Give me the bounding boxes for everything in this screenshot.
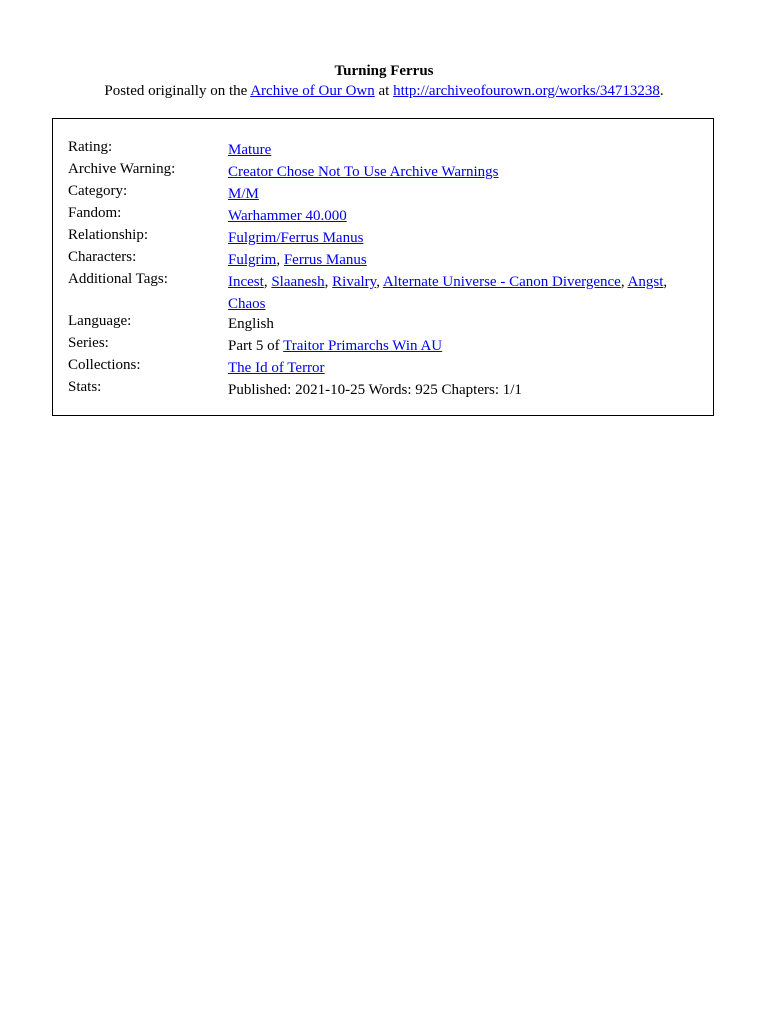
collections-label: Collections: bbox=[68, 357, 141, 373]
work-title: Turning Ferrus bbox=[334, 63, 434, 79]
archive-link[interactable]: Archive of Our Own bbox=[250, 83, 375, 99]
posted-prefix: Posted originally on the bbox=[104, 83, 251, 99]
series-link[interactable]: Traitor Primarchs Win AU bbox=[283, 338, 443, 354]
stats-value: Published: 2021-10-25 Words: 925 Chapters: 1/1 bbox=[228, 382, 522, 398]
period: . bbox=[659, 83, 664, 99]
series-prefix: Part 5 of bbox=[228, 338, 284, 354]
separator: , bbox=[263, 274, 272, 290]
tag-link[interactable]: Angst bbox=[627, 274, 664, 290]
rating-label: Rating: bbox=[68, 139, 113, 155]
separator: , bbox=[324, 274, 333, 290]
separator: , bbox=[663, 274, 668, 290]
fandom-label: Fandom: bbox=[68, 205, 122, 221]
work-header bbox=[0, 61, 768, 101]
collection-link[interactable]: The Id of Terror bbox=[228, 360, 325, 376]
category-label: Category: bbox=[68, 183, 128, 199]
tag-link[interactable]: Chaos bbox=[228, 296, 266, 312]
relationship-label: Relationship: bbox=[68, 227, 148, 243]
work-url-link[interactable]: http://archiveofourown.org/works/34713238 bbox=[393, 83, 660, 99]
separator: , bbox=[276, 252, 284, 268]
tag-link[interactable]: Incest bbox=[228, 274, 264, 290]
posted-line bbox=[0, 81, 768, 101]
work-meta-box bbox=[52, 118, 714, 416]
separator: , bbox=[376, 274, 383, 290]
tag-link[interactable]: Rivalry bbox=[332, 274, 377, 290]
language-value: English bbox=[228, 316, 274, 332]
series-label: Series: bbox=[68, 335, 109, 351]
tag-link[interactable]: Alternate Universe - Canon Divergence bbox=[382, 274, 621, 290]
characters-label: Characters: bbox=[68, 249, 137, 265]
at-text: at bbox=[374, 83, 394, 99]
category-link[interactable]: M/M bbox=[228, 186, 259, 202]
character-link[interactable]: Ferrus Manus bbox=[283, 252, 367, 268]
warning-label: Archive Warning: bbox=[68, 161, 176, 177]
character-link[interactable]: Fulgrim bbox=[228, 252, 277, 268]
stats-label: Stats: bbox=[68, 379, 102, 395]
warning-link[interactable]: Creator Chose Not To Use Archive Warnings bbox=[228, 164, 499, 180]
separator: , bbox=[620, 274, 628, 290]
rating-link[interactable]: Mature bbox=[228, 142, 272, 158]
tag-link[interactable]: Slaanesh bbox=[271, 274, 325, 290]
relationship-link[interactable]: Fulgrim/Ferrus Manus bbox=[228, 230, 364, 246]
fandom-link[interactable]: Warhammer 40.000 bbox=[228, 208, 347, 224]
tags-label: Additional Tags: bbox=[68, 271, 168, 287]
language-label: Language: bbox=[68, 313, 132, 329]
